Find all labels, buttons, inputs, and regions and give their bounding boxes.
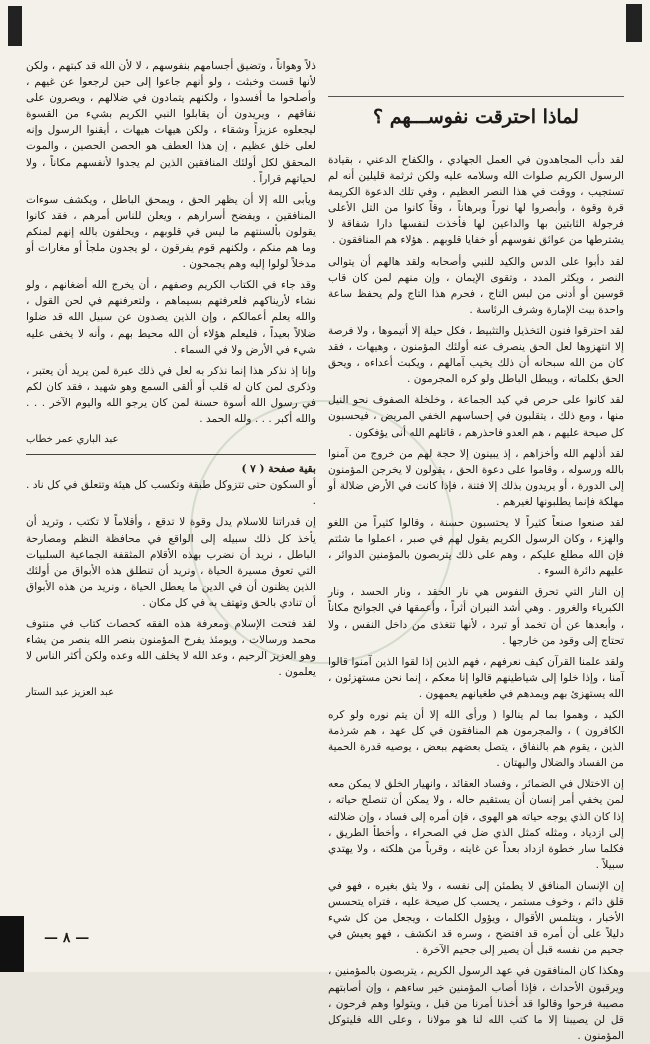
binding-tab (8, 6, 22, 46)
title-rule (328, 96, 624, 97)
paragraph: لقد دأب المجاهدون في العمل الجهادي ، والكفاح الدعني ، بقيادة الرسول الكريم صلوات الله وسلامه عليه ولكن ثرثمة قليلين أنه لم تستجيب ، ووقت في هذا النصر العظيم ، وفي تلك الدعوة الكريمة قرة وقوة ، وأبصروا لها نوراً وبرهاناً ، وقاً كانوا من التل الأعلى فرجولة الثابتين بها والداعين لها فأخذت لنفسها دارا شفاقة لا يشترطها من عوائق نفوسهم أو خفايا قلوبهم . هؤلاء هم المنافقون . (328, 154, 624, 247)
author-signature: عبد الباري عمر خطاب (26, 434, 119, 446)
paragraph: وهكذا كان المنافقون في عهد الرسول الكريم ، يتربصون بالمؤمنين ، ويرقبون الأحداث ، فإذا أصاب المؤمنين خير ساءهم ، وإن أصابتهم مصيبة فرحوا وقالوا قد أخذنا أمرنا من قبل ، ويتولوا وهم فرحون ، قل لن يصيبنا إلا ما كتب الله لنا هو مولانا ، وعلى الله فليتوكل المؤمنون . (328, 965, 624, 1042)
paragraph: لقد احترقوا فنون التخذيل والتثبيط ، فكل حيلة إلا أتيموها ، ولا فرصة إلا انتهزوها لعل الحق ينصرف عنه أولئك المؤمنون ، وهيهات ، فقد كان من الله سبحانه أن ذلك يخيب آمالهم ، ويكبت أعداءه ، ويحق الحق بكلماته ، ويبطل الباطل ولو كره المجرمون . (328, 324, 624, 386)
author-signature: عبد العزيز عبد الستار (26, 687, 115, 699)
paragraph: لقد كانوا على حرص في كيد الجماعة ، وخلخلة الصفوف نحو النيل منها ، ومع ذلك ، يتقلبون في إحساسهم الخفي المريض ، فيحسبون كل صيحة عليهم ، هم العدو فاحذرهم ، قاتلهم الله أنى يؤفكون . (328, 394, 624, 439)
left-column (26, 58, 316, 948)
paragraph: لقد دأبوا على الدس والكيد للنبي وأصحابه ولقد هالهم أن يتوالى النصر ، ويكثر المدد ، وتقوى الإيمان ، وإن منهم لمن كان قاب قوسين أو أدنى من لبس التاج ، فحرم هذا التاج ولم يحفظ ساعة واحدة بيت الإمارة وشرف الرئاسة . (328, 255, 624, 316)
paragraph: لقد صنعوا صنعاً كثيراً لا يحتسبون حسنة ، وقالوا كثيراً من اللغو والهزء ، وكان الرسول الكريم يقول لهم في صبر ، اعملوا ما شئتم فإن الله مطلع عليكم ، وهم على ذلك يتربصون بالمؤمنين الدوائر ، عليهم دائرة السوء . (328, 516, 624, 578)
left-column-top-paragraphs (26, 58, 316, 427)
left-column-bottom-paragraphs (26, 477, 316, 680)
binding-tab (626, 4, 642, 42)
paragraph: ذلاً وهواناً ، وتضيق أجسامهم بنفوسهم ، لا لأن الله قد كبتهم ، ولكن لأنها قست وخبثت ، ولو أنهم جاعوا إلى حين لرجعوا عن غيهم ، وأصلحوا ما أفسدوا ، ولكنهم يتمادون في ضلالهم ، ويصرون على نفاقهم ، ويريدون أن يقابلوا النبي الكريم بشيء من القسوة ليجعلوه عزيزاً وشقاء ، ولكن هيهات هيهات ، أيقنوا الرسول وإنه لعلى خلق عظيم ، إن هذا العطف هو الحصن الحصين ، والموت المحقق لكل أولئك المنافقين الذين لم يجدوا لأنفسهم مكاناً ، ولا لحياتهم قراراً . (26, 60, 316, 185)
paragraph: وإنا إذ نذكر هذا إنما نذكر به لعل في ذلك عبرة لمن يريد أن يعتبر ، وذكرى لمن كان له قلب أو ألقى السمع وهو شهيد ، فقد كان لكم في رسول الله أسوة حسنة لمن كان يرجو الله واليوم الآخر . . . والله أكبر . . . ولله الحمد . (26, 364, 316, 425)
article-title-box (328, 96, 624, 152)
paragraph: إن الإنسان المنافق لا يطمئن إلى نفسه ، ولا يثق بغيره ، فهو في قلق دائم ، وخوف مستمر ، يحسب كل صيحة عليه ، فتراه يتحسس الأخبار ، ويتلمس الأقوال ، ويؤول الكلمات ، ويجعل من كل شيء دليلاً على أن أمره قد افتضح ، وسره قد انكشف ، فهو يعيش في جحيم من نفسه قبل أن يصير إلى جحيم الآخرة . (328, 879, 624, 957)
paragraph: ويأبى الله إلا أن يظهر الحق ، ويمحق الباطل ، ويكشف سوءات المنافقين ، ويفضح أسرارهم ، ويعلن للناس أمرهم ، فقد كانوا يقولون بألسنتهم ما ليس في قلوبهم ، ويحلفون بالله إنهم لمنكم وما هم منكم ، ولكنهم قوم يفرقون ، لو يجدون ملجأ أو مغارات أو مدخلاً لولوا إليه وهم يجمحون . (26, 193, 316, 271)
right-column (328, 58, 624, 1042)
paragraph: ولقد علمنا القرآن كيف نعرفهم ، فهم الذين إذا لقوا الذين آمنوا قالوا آمنا ، وإذا خلوا إلى شياطينهم قالوا إنا معكم ، إنما نحن مستهزئون ، الله يستهزئ بهم ويمدهم في طغيانهم يعمهون . (328, 655, 624, 700)
paragraph: لقد فتحت الإسلام ومعرفة هذه الفقه كحصات كتاب في منتوف محمد ورسالات ، ويومئذ يفرح المؤمنون بنصر الله ينصر من يشاء وهو العزيز الرحيم ، وعد الله لا يخلف الله وعده ولكن أكثر الناس لا يعلمون . (26, 618, 316, 679)
page-number: — ٨ — (44, 930, 90, 946)
right-column-paragraphs (328, 152, 624, 1044)
paragraph: إن النار التي تحرق النفوس هي نار الحقد ، ونار الحسد ، ونار الكبرياء والغرور . وهي أشد النيران أثراً ، وأعمقها في الجوانح مكاناً ، وأبعدها عن أن تخمد أو تبرد ، لأنها تتغذى من داخل النفس ، ولا تحتاج إلى وقود من خارجها . (328, 586, 624, 647)
paragraph: الكيد ، وهموا بما لم ينالوا ( ورأى الله إلا أن يتم نوره ولو كره الكافرون ) ، والمجرمون هم المنافقون في كل عهد ، هم شرذمة الذين ، يقوم هم بالنفاق ، يتصل بعضهم ببعض ، يوصيه قدرة الحمية من الفساد والضلال والبهتان . (328, 709, 624, 770)
paragraph: لقد أذلهم الله وأخزاهم ، إذ يبينون إلا حجة لهم من خروج من آمنوا بالله ورسوله ، وقاموا على دعوة الحق ، يقولون لا يخرجن المؤمنون إلى الدورة ، أو يريدون بذلك إلا فتنة ، فإذا كانت في الأرض ضلالة أو مهلكة فإنما يطلبونها لغيرهم . (328, 447, 624, 508)
binding-tab (0, 916, 24, 972)
paragraph: إن قدراتنا للاسلام يدل وقوة لا تدقع ، وأقلاماً لا تكتب ، وتريد أن يأخذ كل ذلك سبيله إلى الواقع في محافظة النظم ومصارحة الباطل ، نريد أن نضرب بهذه الأقلام المثقفة الجماعية السلبيات التي تعوق مسيرة الحياة ، ونريد أن تنطلق هذه الأبواق من أولئك الذين يظنون أن في الدين ما يعطل الحياة ، ونريد من هذه الأبواق أن تنادي بالحق وتهتف به في كل مكان . (26, 516, 316, 609)
paragraph: وقد جاء في الكتاب الكريم وصفهم ، أن يخرج الله أضغانهم ، ولو نشاء لأريناكهم فلعرفتهم بسيماهم ، ولتعرفنهم في لحن القول ، والله يعلم أعمالكم ، وإن الذين يصدون عن سبيل الله قد ضلوا ضلالاً بعيداً ، فليعلم هؤلاء أن الله محيط بهم ، وأنه لا يخفى عليه شيء في الأرض ولا في السماء . (26, 279, 316, 356)
page-title: لماذا احترقت نفوســـهم ؟ (373, 106, 579, 128)
paragraph: أو السكون حتى تتزوكل طبقة وتكسب كل هيئة وتتعلق في كل ناد . . (26, 479, 316, 508)
section-divider (26, 454, 316, 455)
continuation-heading: بقية صفحة ( ٧ ) (241, 463, 316, 476)
paragraph: إن الاختلال في الضمائر ، وفساد العقائد ، وانهيار الخلق لا يمكن معه لمن يخفي أمر إنسان أن يستقيم حاله ، ولا يمكن أن تنصلح حياته ، إذا كان الذي يوجه حياته هو الهوى ، فإن أمره إلى فساد ، وإن ضلالته إلى ازدياد ، ومثله كمثل الذي ضل في الصحراء ، وأخطأ الطريق ، فكلما سار خطوة ازداد بعداً عن غايته ، وقرباً من هلكته ، ولا يهتدي سبيلاً . (328, 778, 624, 871)
